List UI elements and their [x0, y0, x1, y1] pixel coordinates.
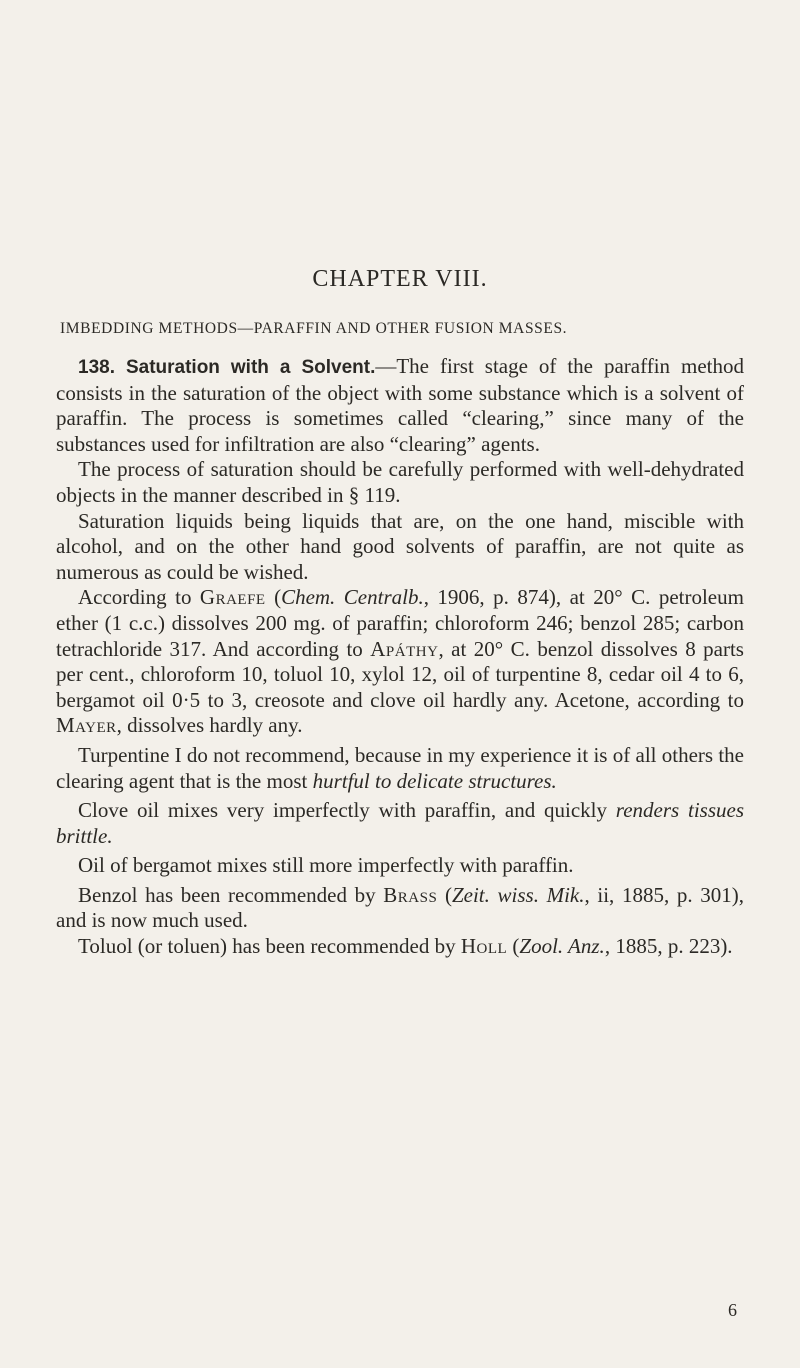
author-apathy: Apáthy [370, 636, 439, 661]
author-holl: Holl [460, 934, 508, 959]
paragraph-text: Turpentine I do not recommend, because in my experience it is of all others the clearing agent that is the most [56, 742, 744, 793]
author-mayer: Mayer [56, 713, 117, 738]
paragraph-liquids [56, 509, 744, 586]
chapter-heading: CHAPTER VIII. [312, 266, 488, 292]
body-text [56, 354, 744, 960]
emphasis-text: hurtful to delicate structures. [312, 768, 557, 793]
paragraph-text: According to [78, 585, 200, 610]
author-brass: Brass [383, 882, 438, 907]
paragraph-turpentine [56, 743, 744, 794]
paragraph-process [56, 457, 744, 508]
paragraph-text: ( [265, 585, 282, 610]
page-number: 6 [728, 1300, 737, 1320]
paragraph-text: Toluol (or toluen) has been recommended by [78, 934, 461, 959]
paragraph-text: , 1906, p. 874), at 20° C. petroleum ether (1 c.c.) dissolves 200 mg. of paraffin; chloroform 246; benzol 285; carbon tetrachloride 317. And according to [56, 585, 744, 661]
paragraph-text: Clove oil mixes very imperfectly with paraffin, and quickly [78, 798, 616, 823]
emphasis-text: renders tissues brittle. [56, 798, 744, 848]
paragraph-text: The process of saturation should be carefully performed with well-dehydrated objects in the manner described in § 119. [56, 457, 744, 507]
reference-title: Chem. Centralb. [281, 585, 424, 610]
paragraph-text: Saturation liquids being liquids that are, on the one hand, miscible with alcohol, and on the other hand good solvents of paraffin, are not quite as numerous as could be wished. [56, 508, 744, 584]
reference-title: Zeit. wiss. Mik. [451, 882, 585, 907]
paragraph-toluol [56, 934, 744, 960]
section-number: 138. [78, 357, 115, 378]
paragraph-clove-oil [56, 798, 744, 849]
section-title: IMBEDDING METHODS—PARAFFIN AND OTHER FUSION MASSES. [60, 320, 568, 337]
paragraph-text: Benzol has been recommended by [78, 882, 384, 907]
paragraph-text: , ii, 1885, p. 301), and is now much used. [56, 882, 744, 933]
paragraph-solubility [56, 585, 744, 739]
paragraph-text: ( [437, 882, 452, 907]
paragraph-text: ( [507, 934, 520, 959]
paragraph-text: —The first stage of the paraffin method consists in the saturation of the object with some substance which is a solvent of paraffin. The process is sometimes called “clearing,” since many of the substances used for infiltration are also “clearing” agents. [56, 354, 745, 456]
paragraph-benzol [56, 883, 744, 934]
paragraph-text: , 1885, p. 223). [604, 934, 733, 959]
paragraph-text: Oil of bergamot mixes still more imperfectly with paraffin. [78, 853, 574, 878]
author-graefe: Graefe [199, 585, 266, 610]
paragraph-bergamot [56, 853, 744, 879]
paragraph-text: , dissolves hardly any. [116, 713, 303, 738]
section-heading: Saturation with a Solvent. [125, 357, 376, 378]
paragraph-text: , at 20° C. benzol dissolves 8 parts per cent., chloroform 10, toluol 10, xylol 12, oil of turpentine 8, cedar oil 4 to 6, bergamot oil 0·5 to 3, creosote and clove oil hardly any. Acetone, according to [56, 636, 744, 712]
paragraph-saturation [56, 354, 744, 457]
reference-title: Zool. Anz. [519, 934, 605, 959]
